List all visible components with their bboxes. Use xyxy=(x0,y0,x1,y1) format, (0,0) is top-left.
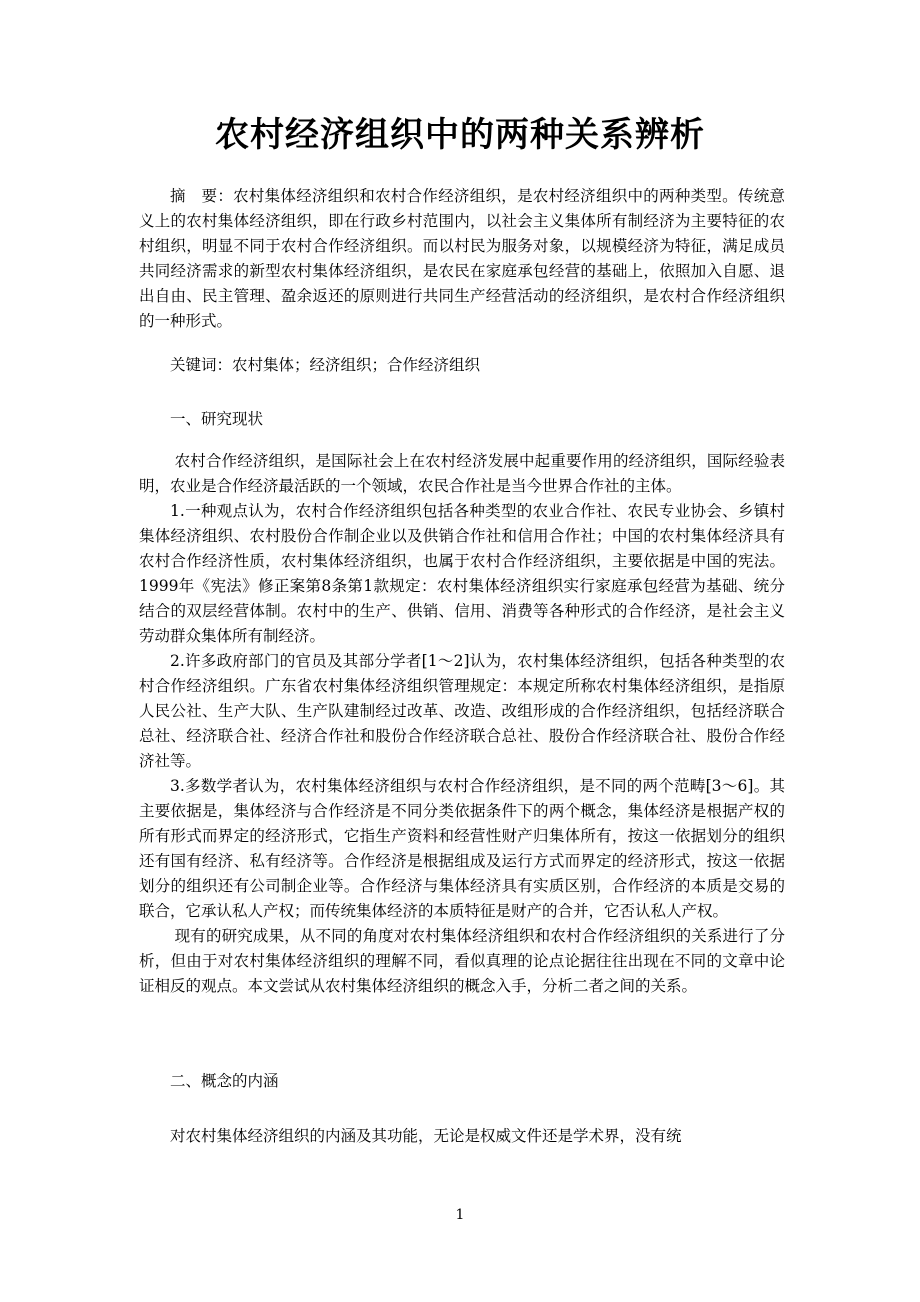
section1-heading-block xyxy=(139,407,785,432)
section1-paragraph: 3.多数学者认为，农村集体经济组织与农村合作经济组织，是不同的两个范畴[3～6]。其主要依据是，集体经济与合作经济是不同分类依据条件下的两个概念，集体经济是根据产权的所有形式而界定的经济形式，它指生产资料和经营性财产归集体所有，按这一依据划分的组织还有国有经济、私有经济等。合作经济是根据组成及运行方式而界定的经济形式，按这一依据划分的组织还有公司制企业等。合作经济与集体经济具有实质区别，合作经济的本质是交易的联合，它承认私人产权；而传统集体经济的本质特征是财产的合并，它否认私人产权。 xyxy=(139,777,785,920)
section2-heading: 二、概念的内涵 xyxy=(170,1072,279,1090)
section1-paragraph: 1.一种观点认为，农村合作经济组织包括各种类型的农业合作社、农民专业协会、乡镇村集体经济组织、农村股份合作制企业以及供销合作社和信用合作社；中国的农村集体经济具有农村合作经济性质，农村集体经济组织，也属于农村合作经济组织，主要依据是中国的宪法。1999年《宪法》修正案第8条第1款规定：农村集体经济组织实行家庭承包经营为基础、统分结合的双层经营体制。农村中的生产、供销、信用、消费等各种形式的合作经济，是社会主义劳动群众集体所有制经济。 xyxy=(139,502,785,645)
section1-paragraph: 2.许多政府部门的官员及其部分学者[1～2]认为，农村集体经济组织，包括各种类型的农村合作经济组织。广东省农村集体经济组织管理规定：本规定所称农村集体经济组织，是指原人民公社、生产大队、生产队建制经过改革、改造、改组形成的合作经济组织，包括经济联合总社、经济联合社、经济合作社和股份合作经济联合总社、股份合作经济联合社、股份合作经济社等。 xyxy=(139,652,785,770)
keywords-block xyxy=(139,353,785,378)
section2-paragraph: 对农村集体经济组织的内涵及其功能，无论是权威文件还是学术界，没有统 xyxy=(170,1127,682,1145)
section1-body xyxy=(139,449,785,999)
section2-heading-block xyxy=(139,1069,785,1094)
section1-paragraph: 农村合作经济组织，是国际社会上在农村经济发展中起重要作用的经济组织，国际经验表明，农业是合作经济最活跃的一个领域，农民合作社是当今世界合作社的主体。 xyxy=(139,452,785,495)
section2-body xyxy=(139,1124,785,1149)
keywords-line: 关键词：农村集体；经济组织；合作经济组织 xyxy=(170,356,481,374)
abstract-block xyxy=(139,184,785,334)
document-title: 农村经济组织中的两种关系辨析 xyxy=(215,115,705,155)
section1-paragraph: 现有的研究成果，从不同的角度对农村集体经济组织和农村合作经济组织的关系进行了分析，但由于对农村集体经济组织的理解不同，看似真理的论点论据往往出现在不同的文章中论证相反的观点。本文尝试从农村集体经济组织的概念入手，分析二者之间的关系。 xyxy=(139,927,785,995)
abstract-paragraph: 摘 要：农村集体经济组织和农村合作经济组织，是农村经济组织中的两种类型。传统意义上的农村集体经济组织，即在行政乡村范围内，以社会主义集体所有制经济为主要特征的农村组织，明显不同于农村合作经济组织。而以村民为服务对象，以规模经济为特征，满足成员共同经济需求的新型农村集体经济组织，是农民在家庭承包经营的基础上，依照加入自愿、退出自由、民主管理、盈余返还的原则进行共同生产经营活动的经济组织，是农村合作经济组织的一种形式。 xyxy=(139,187,785,330)
page-number: 1 xyxy=(455,1207,465,1223)
section1-heading: 一、研究现状 xyxy=(170,410,264,428)
